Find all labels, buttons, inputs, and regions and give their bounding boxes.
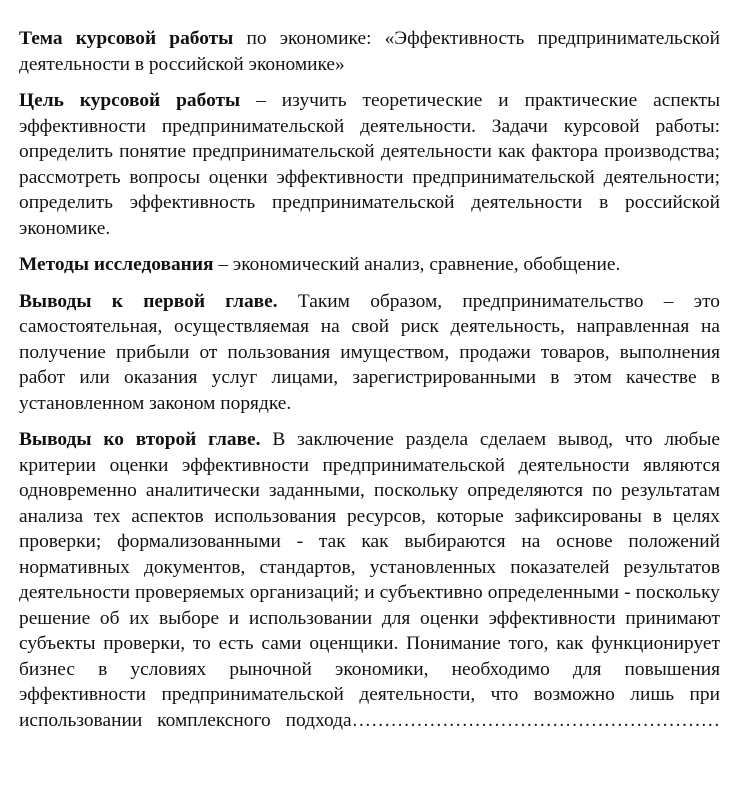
conclusions-1-label: Выводы к первой главе. [19,290,278,312]
goal-paragraph [19,88,720,241]
topic-paragraph [19,26,720,77]
conclusions-2-text: В заключение раздела сделаем вывод, что любые критерии оценки эффективности предпринимательской деятельности являются одновременно аналитически заданными, поскольку определяются по результатам анализа тех аспектов использования ресурсов, которые зафиксированы в целях проверки; формализованными - так как выбираются на основе положений нормативных документов, стандартов, установленных показателей результатов деятельности проверяемых организаций; и субъективно определенными - поскольку решение об их выборе и использовании для оценки эффективности принимают субъекты проверки, то есть сами оценщики. Понимание того, как функционирует бизнес в условиях рыночной экономики, необходимо для повышения эффективности предпринимательской деятельности, что возможно лишь при использовании комплексного подхода………………………………………………… [19,429,721,731]
methods-text: – экономический анализ, сравнение, обобщение. [213,254,621,275]
methods-label: Методы исследования [19,254,214,275]
goal-text: – изучить теоретические и практические аспекты эффективности предпринимательской деятельности. Задачи курсовой работы: определить понятие предпринимательской деятельности как фактора производства; рассмотреть вопросы оценки эффективности предпринимательской деятельности; определить эффективность предпринимательской деятельности в российской экономике. [19,90,720,239]
goal-label: Цель курсовой работы [19,90,241,111]
topic-text: по экономике: «Эффективность предпринимательской деятельности в российской экономике» [19,28,720,75]
conclusions-1-text: Таким образом, предпринимательство – это самостоятельная, осуществляемая на свой риск деятельность, направленная на получение прибыли от пользования имуществом, продажи товаров, выполнения работ или оказания услуг лицами, зарегистрированными в этом качестве в установленном законом порядке. [19,290,720,414]
conclusions-1-paragraph [19,289,720,417]
methods-paragraph [19,252,720,278]
document-page [19,26,720,744]
topic-label: Тема курсовой работы [19,28,234,49]
conclusions-2-paragraph [19,427,720,733]
conclusions-2-label: Выводы ко второй главе. [19,429,261,450]
